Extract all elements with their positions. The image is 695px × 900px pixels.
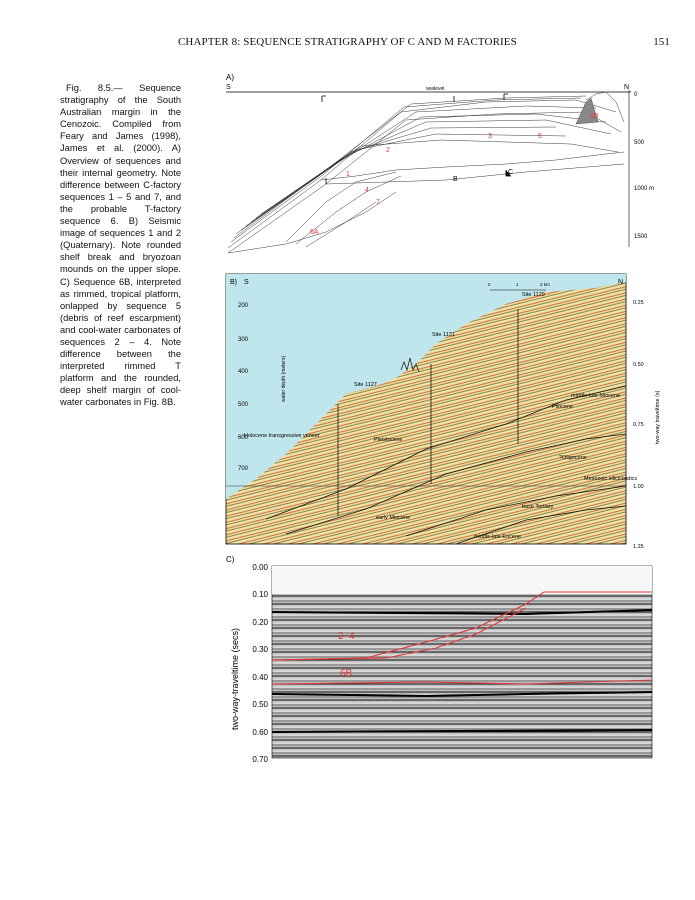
site-1131: Site 1131 — [432, 332, 455, 338]
right-axis — [633, 300, 644, 550]
panel-b-south: S — [244, 279, 249, 286]
left-tick-500: 500 — [238, 402, 249, 408]
site-1127: Site 1127 — [354, 382, 377, 388]
figure-caption — [60, 82, 181, 409]
reef-mound-6b — [576, 98, 598, 124]
depth-tick-0: 0 — [634, 92, 638, 98]
unit-mid-late-eocene: middle-late Eocene — [474, 534, 522, 540]
unit-base-tertiary: base Tertiary — [522, 504, 554, 510]
right-tick-025: 0.25 — [633, 300, 644, 306]
y-tick-070: 0.70 — [252, 755, 268, 764]
chapter-title: CHAPTER 8: SEQUENCE STRATIGRAPHY OF C AND M FACTORIES — [178, 36, 517, 48]
seq-1: 1 — [346, 171, 350, 178]
left-tick-600: 600 — [238, 435, 249, 441]
left-tick-300: 300 — [238, 337, 249, 343]
right-tick-050: 0.50 — [633, 362, 644, 368]
seq-4: 4 — [365, 187, 369, 194]
scale-tick-2: 2 km — [540, 282, 550, 287]
panel-c-label: C) — [226, 555, 235, 564]
water-depth-label: water depth (meters) — [281, 355, 287, 402]
unit-holocene: Holocene transgressive veneer — [244, 433, 320, 439]
scale-tick-1: 1 — [516, 282, 519, 287]
y-tick-020: 0.20 — [252, 618, 268, 627]
depth-tick-500: 500 — [634, 140, 645, 146]
unit-early-miocene: early Miocene — [376, 515, 411, 521]
sequence-lines — [228, 92, 624, 253]
left-tick-700: 700 — [238, 466, 249, 472]
panel-c-watercol — [272, 566, 652, 594]
panel-a-south: S — [226, 84, 231, 91]
panel-b-label: B) — [230, 279, 237, 286]
panel-a-label: A) — [226, 73, 234, 82]
left-tick-200: 200 — [238, 303, 249, 309]
marker-c: C — [508, 169, 514, 176]
left-tick-400: 400 — [238, 369, 249, 375]
seq-6a: 6A — [310, 229, 319, 236]
sequence-labels — [310, 113, 599, 236]
panel-c-seismic — [226, 554, 666, 768]
unit-pleistocene: Pleistocene — [374, 437, 403, 443]
seq-7: 7 — [376, 199, 380, 206]
traveltime-label: two-way traveltime (s) — [655, 390, 661, 444]
y-tick-030: 0.30 — [252, 645, 268, 654]
unit-pliocene: Pliocene — [552, 404, 574, 410]
right-tick-125: 1.25 — [633, 544, 644, 550]
panel-c-section — [272, 566, 652, 758]
page-number: 151 — [653, 36, 670, 48]
shelf-ticks — [322, 94, 514, 184]
right-tick-075: 0.75 — [633, 422, 644, 428]
seq-6b-label: 6B — [340, 668, 353, 679]
unit-mesozoic: Mesozoic siliciclastics — [584, 476, 638, 482]
unit-oligocene: ?Oligocene — [559, 455, 587, 461]
depth-tick-1000: 1000 m — [634, 186, 655, 192]
seq-2: 2 — [386, 147, 390, 154]
marker-b: B — [453, 176, 458, 183]
panel-b-north: N — [618, 279, 624, 286]
panel-a-north: N — [624, 84, 630, 91]
right-tick-100: 1.00 — [633, 484, 644, 490]
y-tick-010: 0.10 — [252, 590, 268, 599]
unit-mid-late-miocene: middle-late Miocene — [571, 393, 621, 399]
seq-3: 3 — [488, 133, 492, 140]
seq-2-4-label: 2–4 — [338, 631, 355, 642]
seq-5: 5 — [538, 133, 542, 140]
scale-tick-0: 0 — [488, 282, 491, 287]
panel-c-yaxis — [252, 563, 268, 764]
site-1129: Site 1129 — [522, 292, 545, 298]
depth-tick-1500: 1500 — [634, 234, 648, 240]
seq-6b: 6B — [590, 113, 599, 120]
y-tick-000: 0.00 — [252, 563, 268, 572]
y-tick-040: 0.40 — [252, 673, 268, 682]
panel-b-seismic — [226, 274, 666, 552]
y-tick-050: 0.50 — [252, 700, 268, 709]
panel-a-diagram — [226, 72, 655, 272]
sealevel-label: sealevel — [426, 86, 445, 92]
caption-text: Fig. 8.5.— Sequence stratigraphy of the South Australian margin in the Cenozoic. Compiled from Feary and James (1998), James et al. (2000). A) Overview of sequences and their internal geometry. Note difference between C-factory sequences 1 – 5 and 7, and the probable T-factory sequence 6. B) Seismic image of sequences 1 and 2 (Quaternary). Note rounded shelf break and bryozoan mounds on the upper slope. C) Sequence 6B, interpreted as rimmed, tropical platform, onlapped by sequence 5 (debris of reef escarpment) and cool-water carbonates of sequences 2 – 4. Note difference between the interpreted rimmed T platform and the rounded, deep shelf margin of cool-water carbonates in Fig. 8B. — [60, 83, 181, 408]
panel-c-ylabel: two-way-traveltime (secs) — [230, 627, 240, 730]
y-tick-060: 0.60 — [252, 728, 268, 737]
